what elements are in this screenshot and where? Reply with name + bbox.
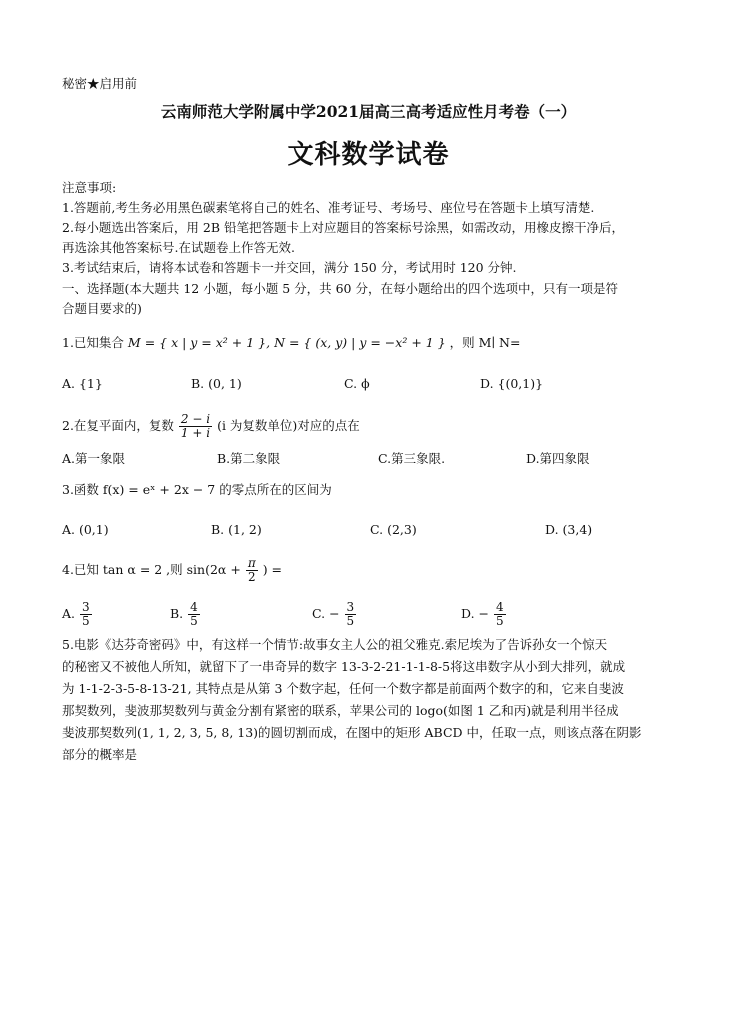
q1-suffix: ，则 M∣ N= [449,335,521,350]
q2-option-c: C.第三象限. [378,451,446,466]
q4-fraction-denominator: 2 [247,570,256,584]
q1-set-n: , N = { (x, y) | y = −x² + 1 } [266,335,446,350]
q4-option-a-fraction [80,601,92,628]
q2-option-a: A.第一象限 [62,451,126,466]
q4-fraction [246,557,258,584]
q4-option-c [312,596,357,632]
q4-option-b-numerator: 4 [190,600,198,614]
notes-heading: 注意事项: [62,180,117,195]
question-5-line-3: 为 1-1-2-3-5-8-13-21, 其特点是从第 3 个数字起，任何一个数字都是前面两个数字的和，它来自斐波 [62,681,624,696]
q4-option-d [461,596,507,632]
q2-suffix: (i 为复数单位)对应的点在 [217,418,360,433]
q2-option-d: D.第四象限 [526,451,590,466]
q4-option-c-label: C. [312,606,326,621]
q4-option-c-sign: − [329,606,340,621]
q2-fraction-numerator: 2 − i [180,412,211,426]
q4-option-c-fraction [345,601,357,628]
note-item-1: 1.答题前,考生务必用黑色碳素笔将自己的姓名、准考证号、考场号、座位号在答题卡上填写清楚. [62,200,595,215]
note-item-2-line-1: 2.每小题选出答案后，用 2B 铅笔把答题卡上对应题目的答案标号涂黑，如需改动，用橡皮擦干净后， [62,220,625,235]
note-item-3: 3.考试结束后，请将本试卷和答题卡一并交回，满分 150 分，考试用时 120 分钟. [62,260,517,275]
q2-option-b: B.第二象限 [217,451,281,466]
note-item-2-line-2: 再选涂其他答案标号.在试题卷上作答无效. [62,240,295,255]
q1-prefix: 1.已知集合 [62,335,124,350]
question-4 [62,552,282,588]
q2-prefix: 2.在复平面内，复数 [62,418,174,433]
q1-option-a: A. {1} [62,376,103,391]
q4-option-a-numerator: 3 [82,600,90,614]
q1-option-c: C. ϕ [344,376,370,391]
section-1-line-2: 合题目要求的) [62,301,142,316]
question-5-line-1: 5.电影《达芬奇密码》中，有这样一个情节:故事女主人公的祖父雅克.索尼埃为了告诉孙女一个惊天 [62,637,608,652]
question-1 [62,335,520,351]
question-2 [62,408,360,444]
q3-option-c: C. (2,3) [370,522,417,537]
q2-fraction-denominator: 1 + i [180,426,211,440]
q1-option-b: B. (0, 1) [191,376,242,391]
q1-option-d: D. {(0,1)} [480,376,544,391]
confidential-label: 秘密★启用前 [62,76,138,91]
q4-option-a-denominator: 5 [82,614,90,628]
q3-option-a: A. (0,1) [62,522,109,537]
q4-option-d-label: D. [461,606,475,621]
question-5-line-2: 的秘密又不被他人所知，就留下了一串奇异的数字 13-3-2-21-1-1-8-5将这串数字从小到大排列，就成 [62,659,626,674]
q4-option-d-fraction [494,601,506,628]
q3-option-b: B. (1, 2) [211,522,262,537]
q2-fraction [179,413,212,440]
question-5-line-4: 那契数列，斐波那契数列与黄金分割有紧密的联系，苹果公司的 logo(如图 1 乙和丙)就是利用半径成 [62,703,619,718]
section-1-line-1: 一、选择题(本大题共 12 小题，每小题 5 分，共 60 分，在每小题给出的四个选项中，只有一项是符 [62,281,618,296]
q4-option-b [170,596,201,632]
subject-title: 文科数学试卷 [287,140,450,170]
q4-option-d-numerator: 4 [496,600,504,614]
question-5-line-6: 部分的概率是 [62,747,138,762]
q4-option-c-numerator: 3 [346,600,355,614]
q4-option-b-label: B. [170,606,184,621]
school-title: 云南师范大学附属中学2021届高三高考适应性月考卷（一） [160,102,577,121]
q4-option-b-denominator: 5 [190,614,198,628]
q4-option-a [62,596,93,632]
q4-prefix: 4.已知 tan α = 2 ,则 sin(2α + [62,562,241,577]
question-3: 3.函数 f(x) = eˣ + 2x − 7 的零点所在的区间为 [62,482,332,497]
q4-suffix: ) = [262,562,283,577]
q3-option-d: D. (3,4) [545,522,593,537]
question-5-line-5: 斐波那契数列(1, 1, 2, 3, 5, 8, 13)的圆切割而成，在图中的矩形 ABCD 中，任取一点，则该点落在阴影 [62,725,642,740]
q1-set-m: M = { x | y = x² + 1 } [127,335,267,350]
q4-option-b-fraction [188,601,200,628]
q4-fraction-numerator: π [247,556,256,570]
q4-option-a-label: A. [62,606,76,621]
q4-option-c-denominator: 5 [346,614,355,628]
q4-option-d-denominator: 5 [496,614,504,628]
q4-option-d-sign: − [478,606,490,621]
